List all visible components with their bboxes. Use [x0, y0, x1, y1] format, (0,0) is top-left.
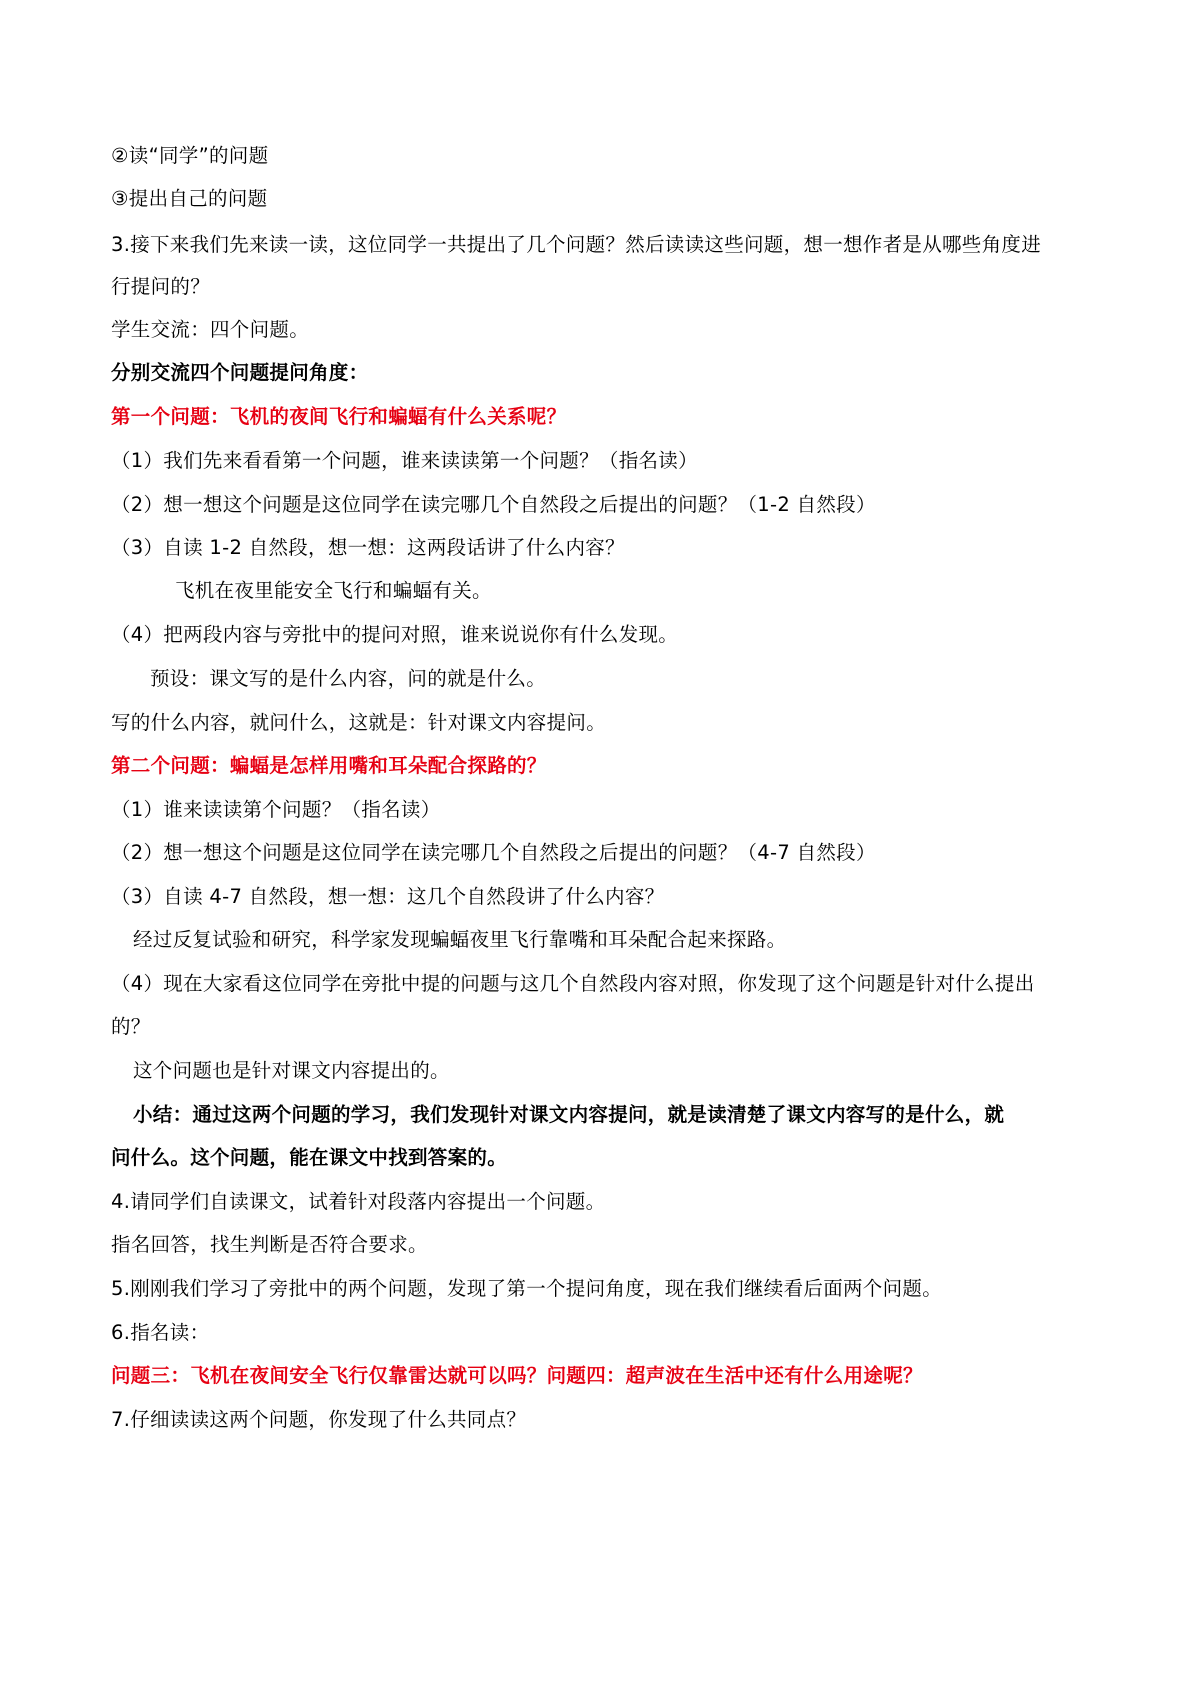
q2-step-4-continued: 的？: [111, 1015, 151, 1038]
summary-paragraph: 小结：通过这两个问题的学习，我们发现针对课文内容提问，就是读清楚了课文内容写的是什么，就: [133, 1103, 1005, 1126]
questions-three-four-heading: 问题三：飞机在夜间安全飞行仅靠雷达就可以吗？问题四：超声波在生活中还有什么用途呢？: [111, 1364, 923, 1387]
step-5-paragraph: 5.刚刚我们学习了旁批中的两个问题，发现了第一个提问角度，现在我们继续看后面两个问题。: [111, 1277, 943, 1300]
q2-step-1: （1）谁来读读第个问题？（指名读）: [111, 798, 441, 821]
step-3-paragraph: 3.接下来我们先来读一读，这位同学一共提出了几个问题？然后读读这些问题，想一想作者是从哪些角度进: [111, 233, 1042, 256]
step-3-paragraph-continued: 行提问的？: [111, 275, 211, 298]
step-7-paragraph: 7.仔细读读这两个问题，你发现了什么共同点？: [111, 1408, 527, 1431]
question-one-heading: 第一个问题：飞机的夜间飞行和蝙蝠有什么关系呢？: [111, 405, 567, 428]
q2-step-4: （4）现在大家看这位同学在旁批中提的问题与这几个自然段内容对照，你发现了这个问题是针对什么提出: [111, 972, 1035, 995]
summary-paragraph-continued: 问什么。这个问题，能在课文中找到答案的。: [111, 1146, 508, 1169]
q1-step-1: （1）我们先来看看第一个问题，谁来读读第一个问题？（指名读）: [111, 449, 698, 472]
q1-step-3: （3）自读 1-2 自然段，想一想：这两段话讲了什么内容？: [111, 536, 625, 559]
q1-preset-answer: 预设：课文写的是什么内容，问的就是什么。: [150, 667, 547, 690]
q2-answer: 经过反复试验和研究，科学家发现蝙蝠夜里飞行靠嘴和耳朵配合起来探路。: [133, 928, 787, 951]
question-two-heading: 第二个问题：蝙蝠是怎样用嘴和耳朵配合探路的？: [111, 754, 547, 777]
q1-step-4: （4）把两段内容与旁批中的提问对照，谁来说说你有什么发现。: [111, 623, 679, 646]
list-item-ask-own-questions: ③提出自己的问题: [111, 187, 268, 210]
student-exchange-line: 学生交流：四个问题。: [111, 318, 310, 341]
q1-step-2: （2）想一想这个问题是这位同学在读完哪几个自然段之后提出的问题？（1-2 自然段）: [111, 493, 876, 516]
q2-step-3: （3）自读 4-7 自然段，想一想：这几个自然段讲了什么内容？: [111, 885, 665, 908]
q1-answer: 飞机在夜里能安全飞行和蝙蝠有关。: [175, 579, 492, 602]
section-heading-question-angles: 分别交流四个问题提问角度：: [111, 361, 369, 384]
step-4-paragraph: 4.请同学们自读课文，试着针对段落内容提出一个问题。: [111, 1190, 606, 1213]
q1-conclusion: 写的什么内容，就问什么，这就是：针对课文内容提问。: [111, 711, 607, 734]
q2-step-2: （2）想一想这个问题是这位同学在读完哪几个自然段之后提出的问题？（4-7 自然段）: [111, 841, 876, 864]
q2-conclusion: 这个问题也是针对课文内容提出的。: [133, 1059, 450, 1082]
list-item-read-classmate-questions: ②读“同学”的问题: [111, 144, 269, 167]
step-6-paragraph: 6.指名读：: [111, 1321, 210, 1344]
step-4-followup: 指名回答，找生判断是否符合要求。: [111, 1233, 428, 1256]
